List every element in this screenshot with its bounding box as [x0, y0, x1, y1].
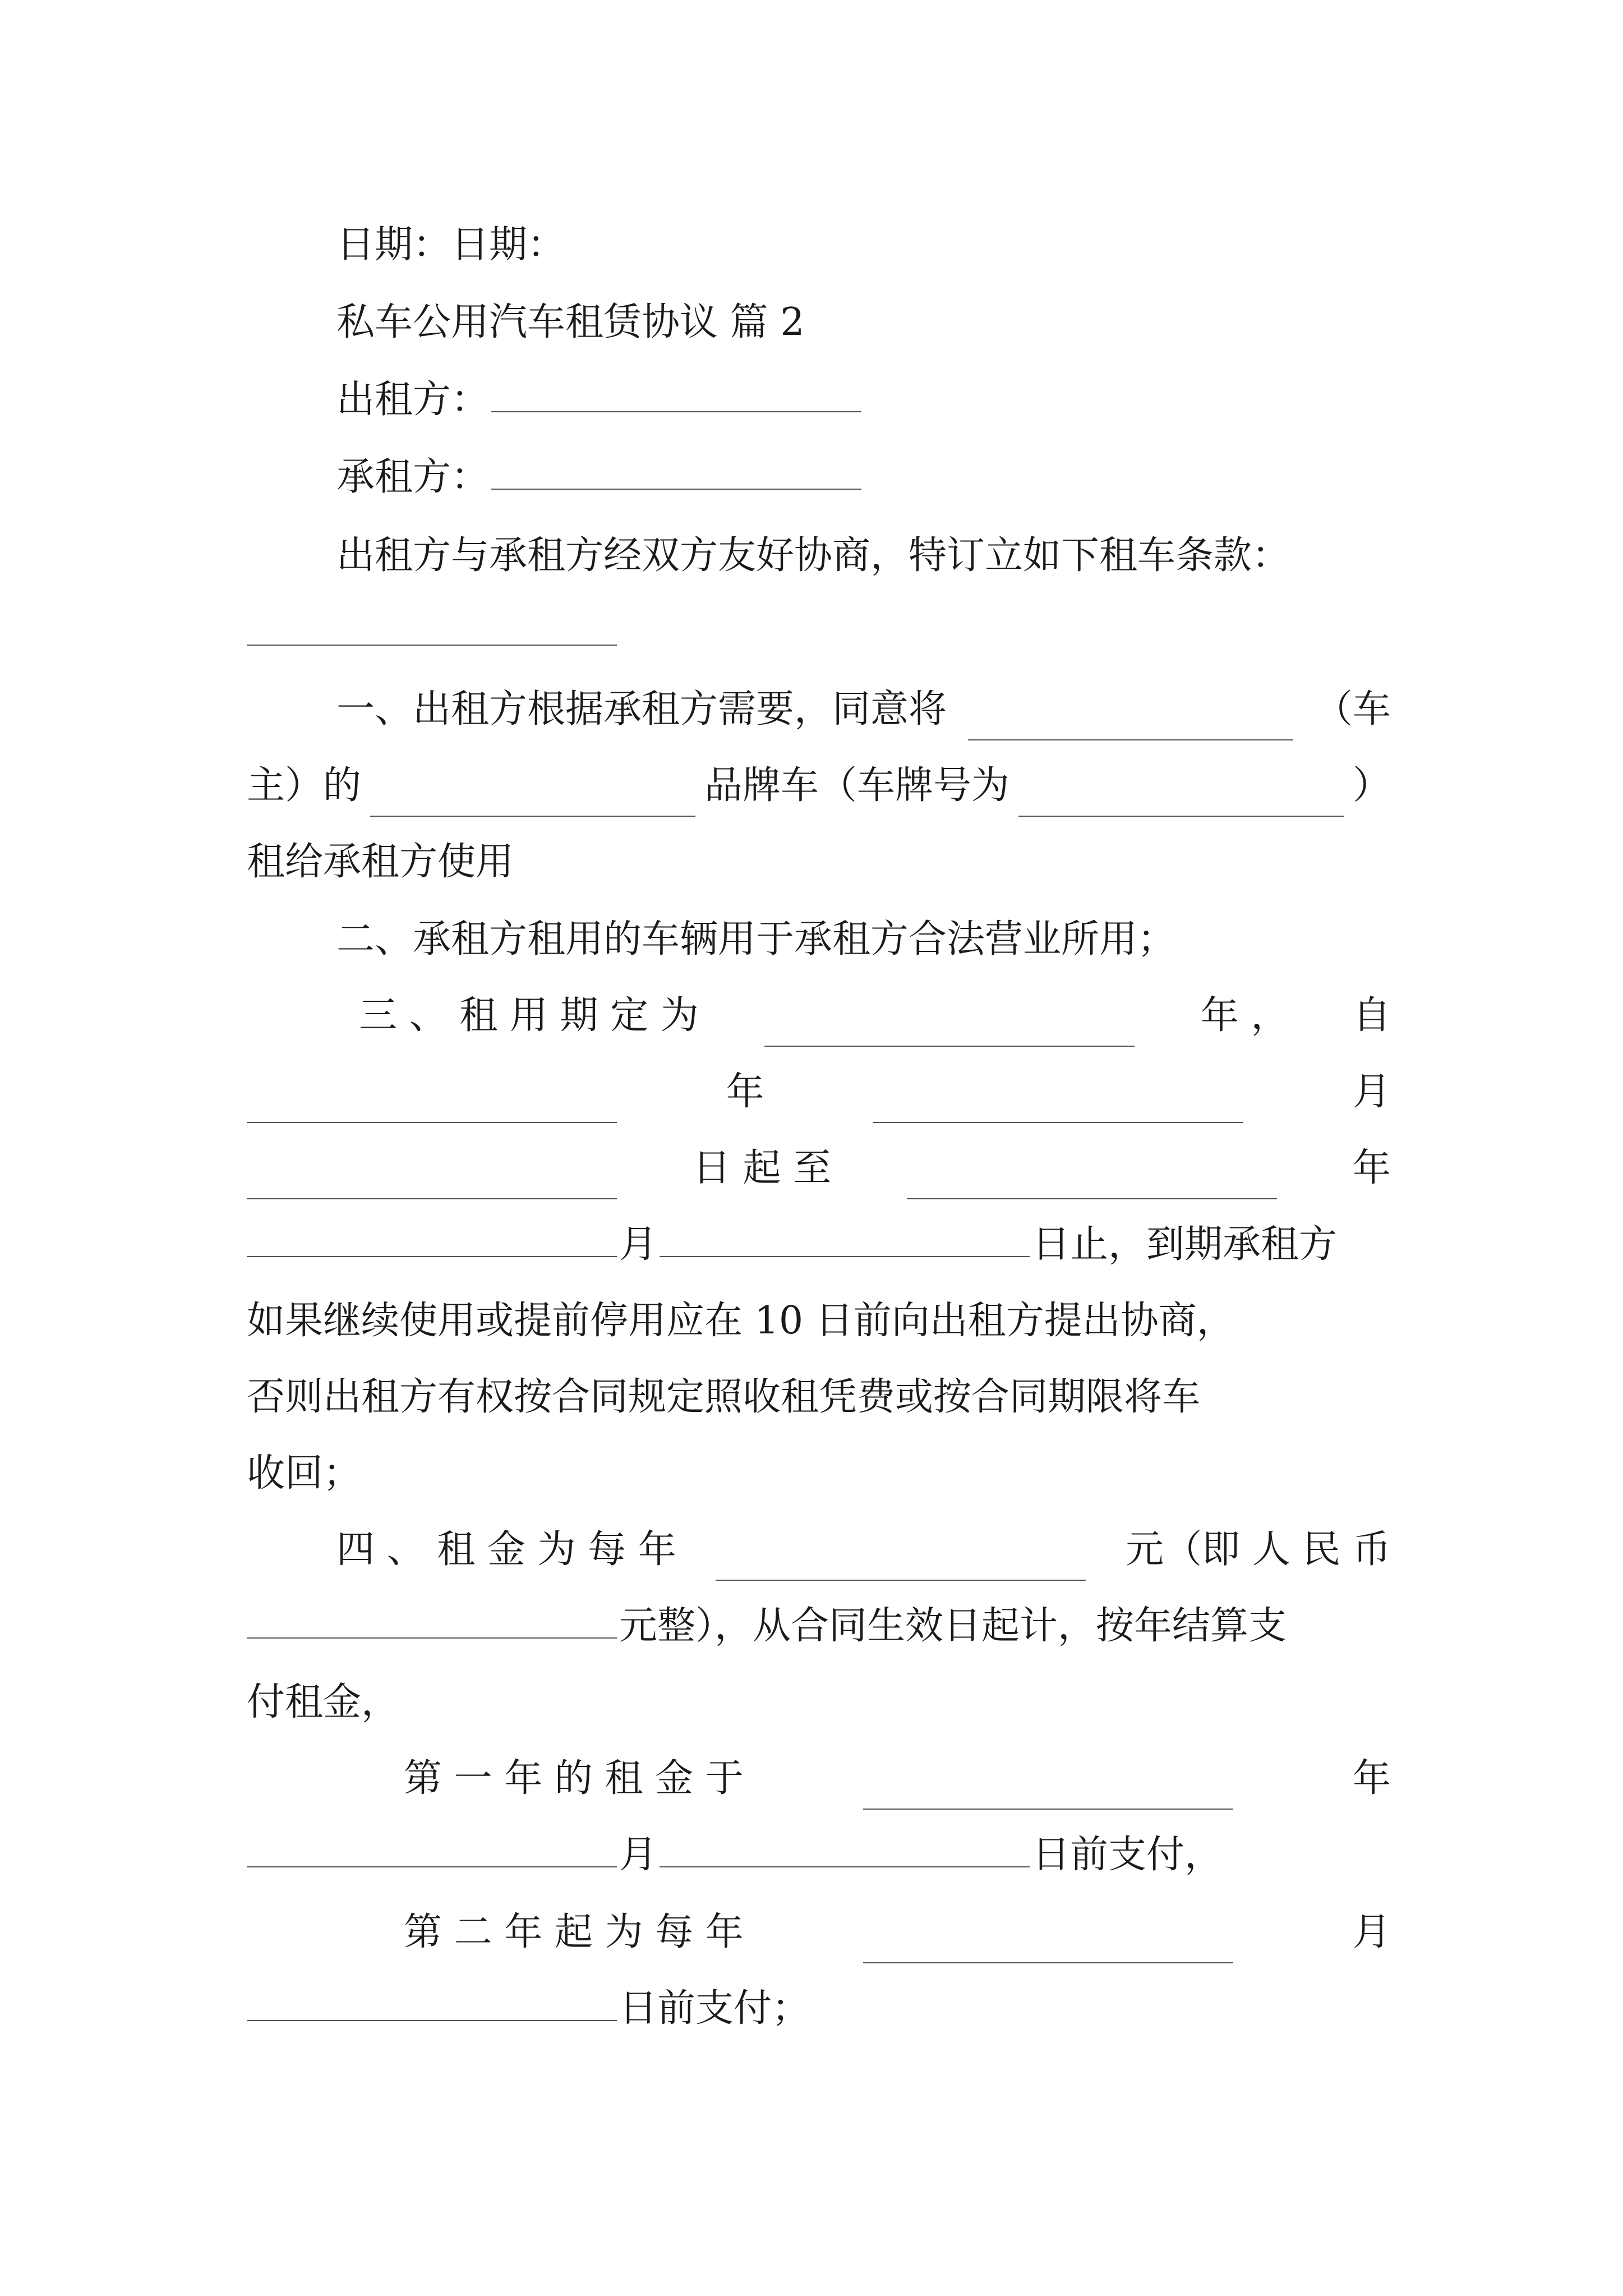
clause-1-line-2: 主）的 品牌车（车牌号为 ） — [247, 755, 1391, 817]
end-month-blank[interactable] — [247, 1254, 617, 1257]
first-year-blank[interactable] — [863, 1806, 1233, 1810]
first-year-line-2: 月 日前支付， — [247, 1824, 1391, 1886]
start-day-blank[interactable] — [247, 1196, 617, 1199]
first-month-blank[interactable] — [247, 1864, 617, 1867]
subsequent-day-blank[interactable] — [247, 2018, 617, 2021]
clause-2: 二、承租方租用的车辆用于承租方合法营业所用； — [336, 917, 1176, 961]
intro-blank[interactable] — [247, 642, 617, 646]
intro-blank-line — [247, 602, 1391, 664]
lessor-blank[interactable] — [491, 409, 861, 412]
clause-3-line-4: 月 日止，到期承租方 — [247, 1214, 1391, 1276]
end-year-blank[interactable] — [907, 1196, 1277, 1199]
intro-paragraph: 出租方与承租方经双方友好协商，特订立如下租车条款： — [336, 533, 1290, 578]
clause-3-line-3: 日 起 至 年 — [247, 1138, 1391, 1199]
clause-3-line-5: 如果继续使用或提前停用应在 10 日前向出租方提出协商， — [247, 1299, 1235, 1343]
owner-blank[interactable] — [968, 737, 1293, 740]
brand-blank[interactable] — [370, 813, 695, 817]
clause-3-line-6: 否则出租方有权按合同规定照收租凭费或按合同期限将车 — [247, 1375, 1201, 1419]
annual-rent-blank[interactable] — [716, 1577, 1086, 1581]
clause-3-line-7: 收回； — [247, 1451, 362, 1496]
clause-1-line-1: 一、出租方根据承租方需要，同意将 （车 — [336, 679, 1391, 740]
date-line: 日期：日期： — [336, 223, 566, 267]
lessee-blank[interactable] — [491, 486, 861, 490]
rent-rmb-blank[interactable] — [247, 1635, 617, 1639]
plate-blank[interactable] — [1018, 813, 1344, 817]
end-day-blank[interactable] — [660, 1254, 1030, 1257]
subsequent-year-line-2: 日前支付； — [247, 1978, 1391, 2040]
section-title: 私车公用汽车租赁协议 篇 2 — [336, 300, 805, 344]
lessor-line: 出租方： — [336, 369, 1391, 431]
clause-4-line-3: 付租金， — [247, 1680, 400, 1724]
clause-3-line-1: 三 、 租 用 期 定 为 年 ， 自 — [359, 985, 1391, 1047]
subsequent-month-blank[interactable] — [863, 1960, 1233, 1963]
start-month-blank[interactable] — [873, 1120, 1243, 1123]
first-day-blank[interactable] — [660, 1864, 1030, 1867]
clause-4-line-2: 元整），从合同生效日起计，按年结算支 — [247, 1595, 1391, 1657]
clause-4-line-1: 四 、 租 金 为 每 年 元（即 人 民 币 — [336, 1519, 1391, 1581]
subsequent-year-line-1: 第 二 年 起 为 每 年 月 — [404, 1902, 1391, 1963]
start-year-blank[interactable] — [247, 1120, 617, 1123]
clause-1-line-3: 租给承租方使用 — [247, 840, 514, 884]
term-years-blank[interactable] — [764, 1043, 1135, 1047]
first-year-line-1: 第 一 年 的 租 金 于 年 — [404, 1748, 1391, 1810]
lessee-line: 承租方： — [336, 447, 1391, 508]
clause-3-line-2: 年 月 — [247, 1061, 1391, 1123]
